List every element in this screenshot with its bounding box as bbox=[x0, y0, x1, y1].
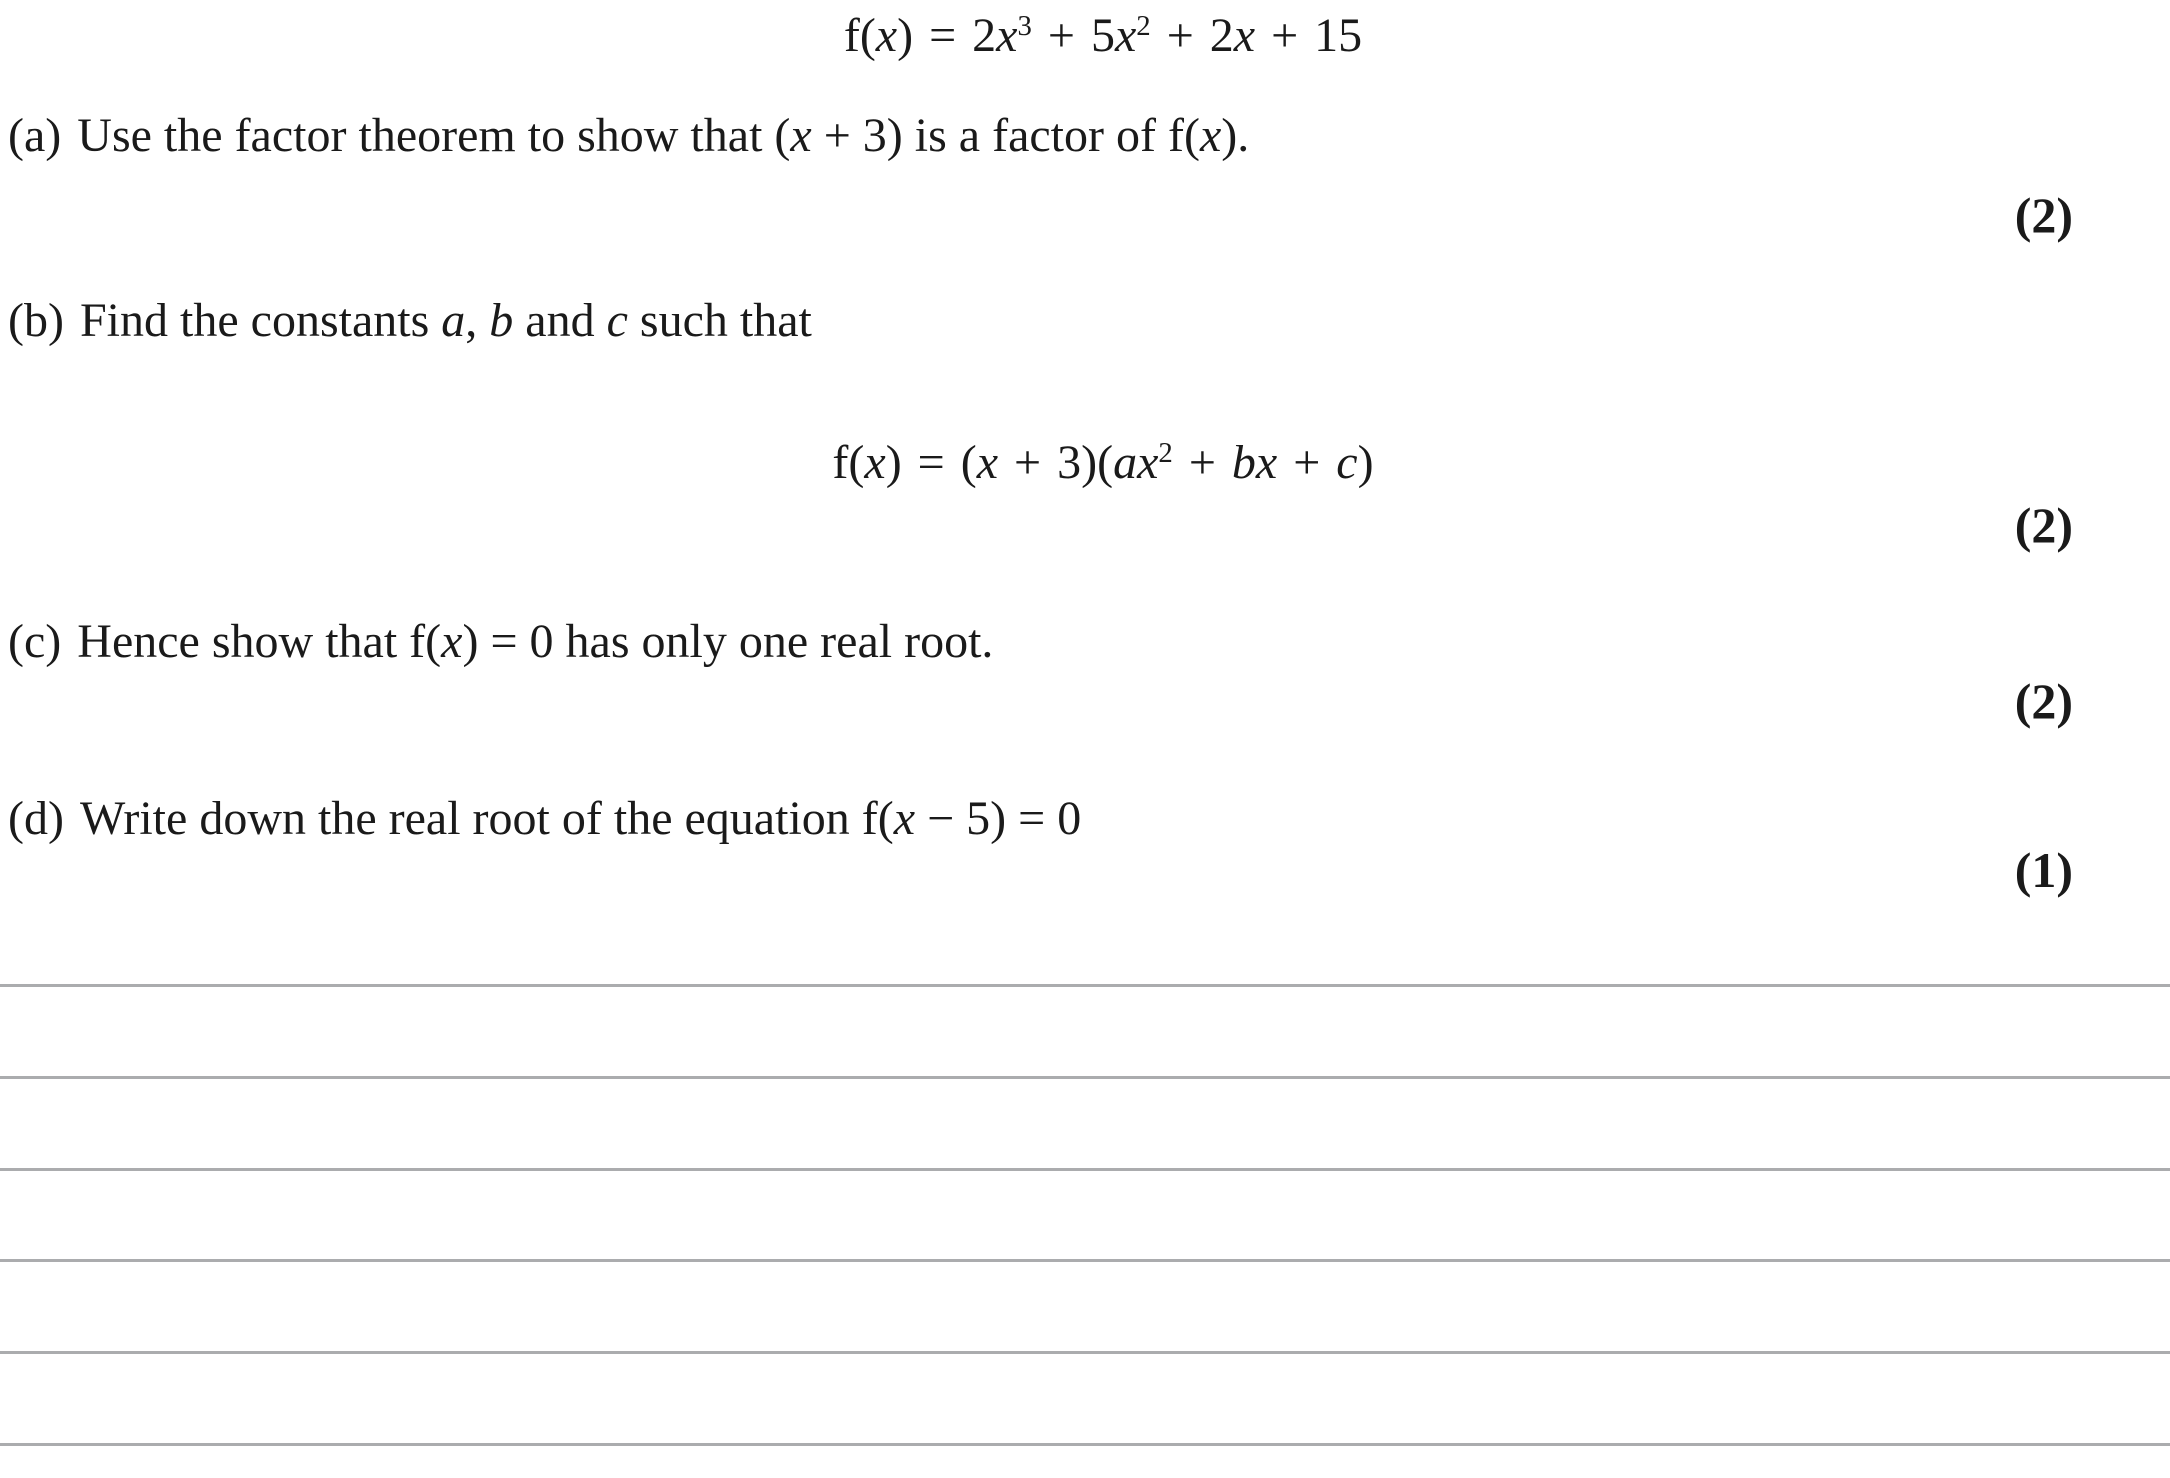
part-b-equation: $f(x) = (x + 3)(ax^2$ + bx + c) bbox=[832, 436, 1374, 489]
answer-line bbox=[0, 984, 2170, 987]
answer-line bbox=[0, 1168, 2170, 1171]
part-b-text: Find the constants a, b and c such that bbox=[79, 294, 812, 347]
part-b-marks: (2) bbox=[2014, 497, 2073, 553]
part-d-text: Write down the real root of the equation f(x − 5) = 0 bbox=[79, 792, 1082, 845]
part-a-marks: (2) bbox=[2014, 187, 2073, 243]
part-a-text: Use the factor theorem to show that (x + 3) is a factor of f(x). bbox=[77, 109, 1250, 162]
part-c-text: Hence show that f(x) = 0 has only one real root. bbox=[77, 615, 994, 668]
answer-line bbox=[0, 1443, 2170, 1446]
answer-line bbox=[0, 1076, 2170, 1079]
answer-line bbox=[0, 1259, 2170, 1262]
part-b-label: (b) bbox=[8, 294, 64, 347]
part-c-label: (c) bbox=[8, 615, 62, 668]
main-equation: $f(x) = 2x^3 + 5x^2 + 2x + 15$ bbox=[843, 9, 1363, 62]
part-c-marks: (2) bbox=[2014, 673, 2073, 729]
answer-line bbox=[0, 1351, 2170, 1354]
part-d-label: (d) bbox=[8, 792, 64, 845]
part-d-marks: (1) bbox=[2014, 842, 2073, 898]
part-a-label: (a) bbox=[8, 109, 62, 162]
